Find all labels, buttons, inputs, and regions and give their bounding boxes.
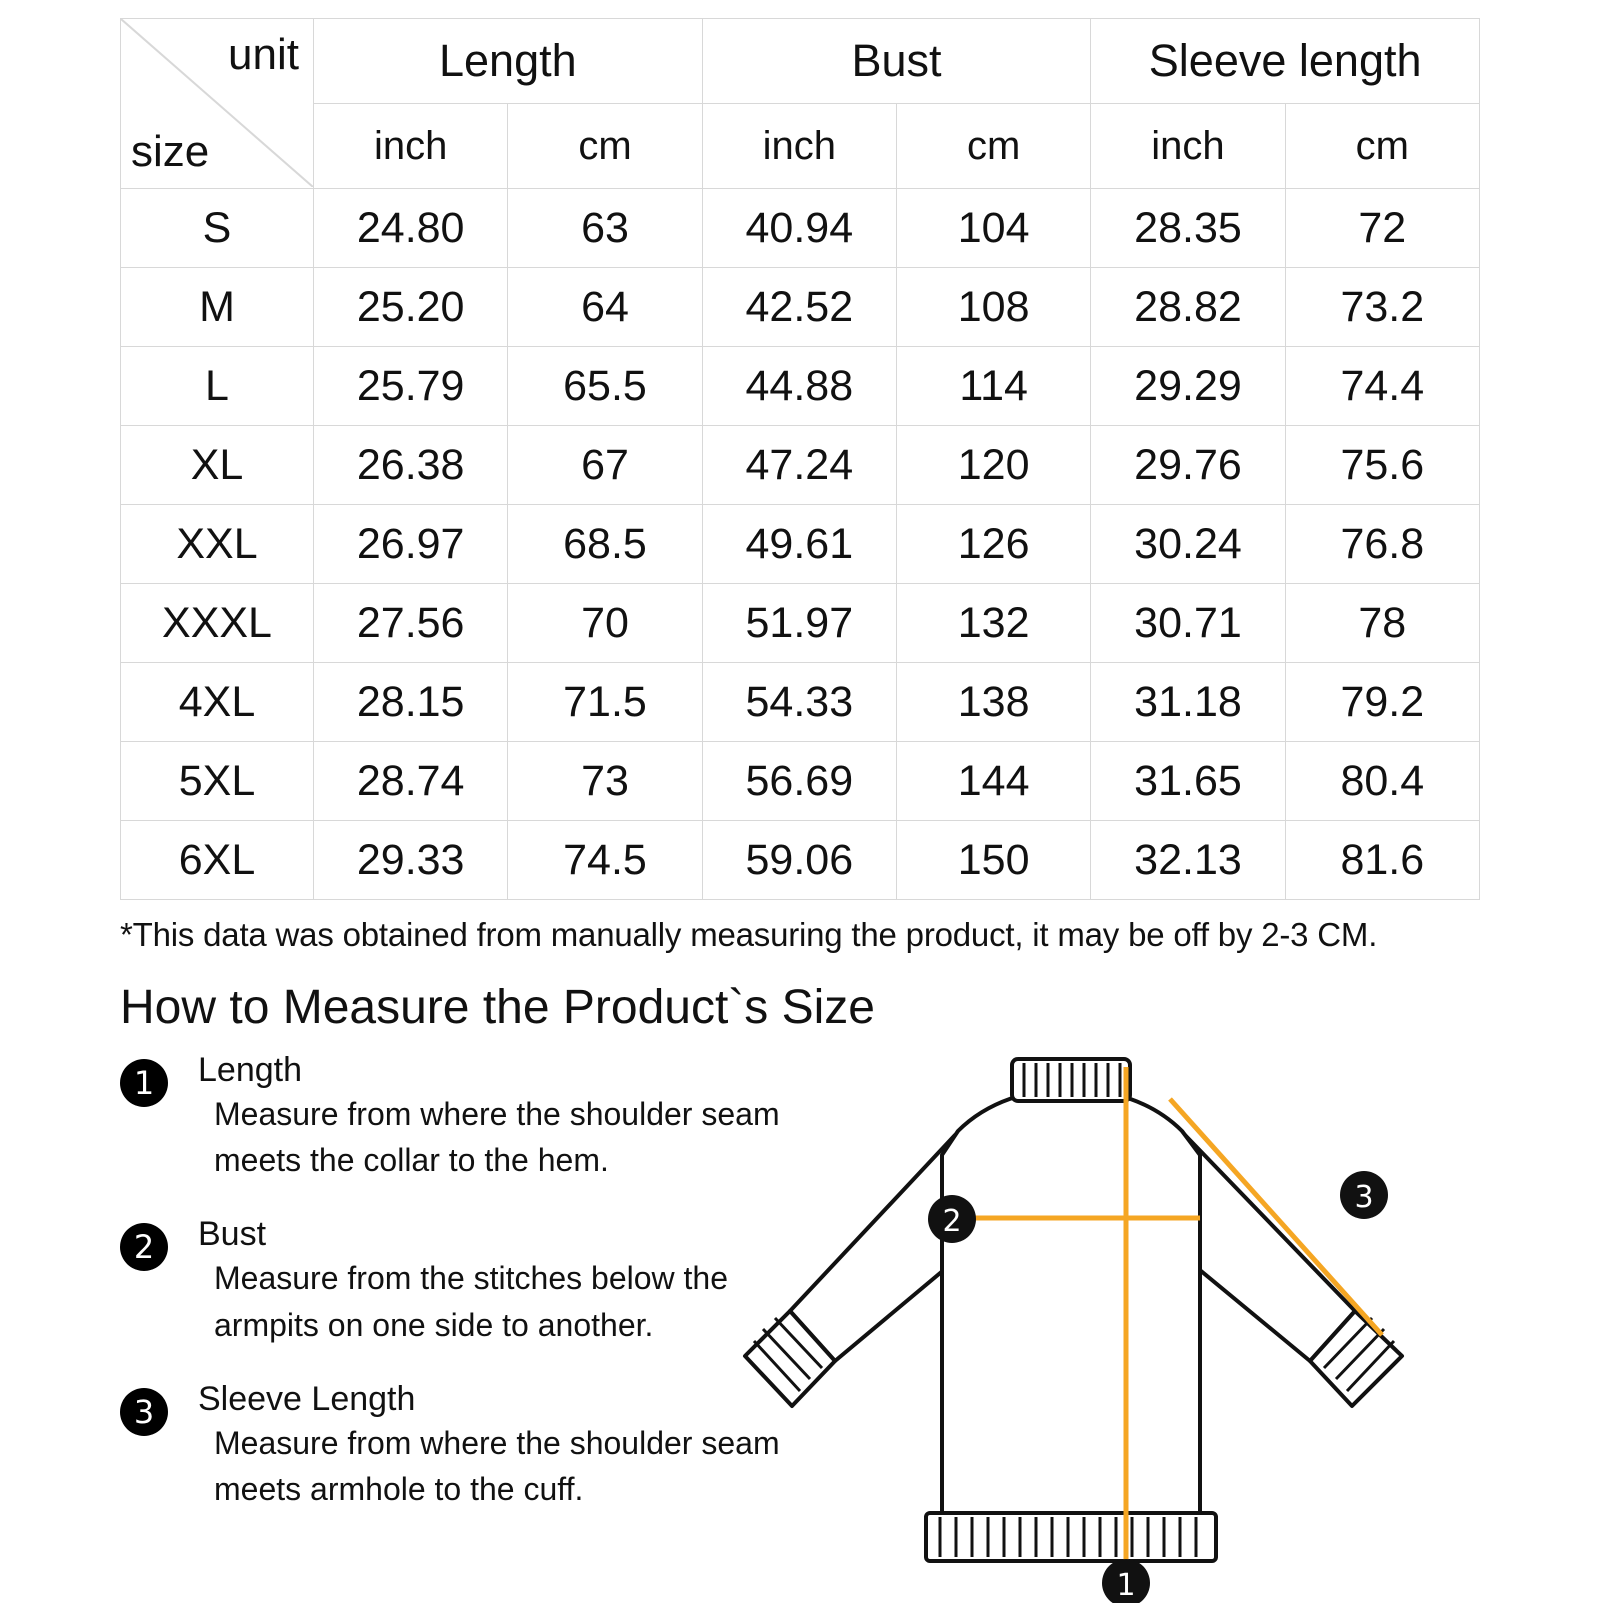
cell-length-cm: 65.5 — [508, 347, 702, 426]
how-to-measure-title: How to Measure the Product`s Size — [120, 981, 875, 1034]
step-title-bust: Bust — [198, 1215, 267, 1254]
cell-length-inch: 29.33 — [314, 821, 508, 900]
cell-sleeve-inch: 29.29 — [1091, 347, 1285, 426]
cell-size: 5XL — [121, 742, 314, 821]
cell-length-inch: 25.20 — [314, 268, 508, 347]
table-row — [121, 742, 1480, 821]
cell-length-cm: 70 — [508, 584, 702, 663]
cell-sleeve-cm: 76.8 — [1285, 505, 1479, 584]
cell-sleeve-cm: 73.2 — [1285, 268, 1479, 347]
cell-bust-inch: 56.69 — [702, 742, 896, 821]
cell-size: XXXL — [121, 584, 314, 663]
cell-length-cm: 67 — [508, 426, 702, 505]
cell-bust-cm: 132 — [896, 584, 1090, 663]
cell-bust-inch: 51.97 — [702, 584, 896, 663]
table-row — [121, 347, 1480, 426]
cell-size: M — [121, 268, 314, 347]
figure-marker-bust — [928, 1195, 976, 1243]
cell-length-inch: 28.74 — [314, 742, 508, 821]
unit-size-corner-cell — [121, 19, 314, 189]
step-title-sleeve-length: Sleeve Length — [198, 1379, 416, 1418]
table-row — [121, 505, 1480, 584]
measurement-disclaimer: *This data was obtained from manually measuring the product, it may be off by 2-3 CM. — [120, 916, 1378, 953]
table-row — [121, 268, 1480, 347]
sub-header-bust-cm: cm — [896, 104, 1090, 189]
table-header — [121, 19, 1480, 189]
cell-bust-inch: 49.61 — [702, 505, 896, 584]
cell-bust-inch: 40.94 — [702, 189, 896, 268]
group-header-sleeve-length: Sleeve length — [1091, 19, 1480, 104]
sweater-diagram — [730, 1043, 1490, 1603]
svg-text:2: 2 — [942, 1204, 962, 1239]
cell-bust-inch: 54.33 — [702, 663, 896, 742]
cell-length-inch: 27.56 — [314, 584, 508, 663]
sub-header-sleeve-inch: inch — [1091, 104, 1285, 189]
cell-size: 4XL — [121, 663, 314, 742]
cell-sleeve-inch: 31.65 — [1091, 742, 1285, 821]
table-row — [121, 821, 1480, 900]
cell-length-cm: 68.5 — [508, 505, 702, 584]
cell-length-inch: 24.80 — [314, 189, 508, 268]
cell-bust-cm: 104 — [896, 189, 1090, 268]
table-row — [121, 584, 1480, 663]
cell-sleeve-cm: 74.4 — [1285, 347, 1479, 426]
cell-sleeve-cm: 78 — [1285, 584, 1479, 663]
cell-length-inch: 25.79 — [314, 347, 508, 426]
svg-text:1: 1 — [1116, 1568, 1136, 1603]
cell-sleeve-cm: 75.6 — [1285, 426, 1479, 505]
table-header-row-units — [121, 104, 1480, 189]
figure-marker-sleeve — [1340, 1171, 1388, 1219]
cell-length-inch: 28.15 — [314, 663, 508, 742]
group-header-length: Length — [314, 19, 703, 104]
cell-sleeve-inch: 30.24 — [1091, 505, 1285, 584]
cell-bust-cm: 114 — [896, 347, 1090, 426]
unit-label: unit — [228, 30, 299, 79]
sub-header-length-cm: cm — [508, 104, 702, 189]
cell-length-cm: 63 — [508, 189, 702, 268]
table-row — [121, 663, 1480, 742]
step-body-length: Measure from where the shoulder seam meets the collar to the hem. — [214, 1095, 780, 1179]
step-body-sleeve-length: Measure from where the shoulder seam meets armhole to the cuff. — [214, 1424, 780, 1508]
cell-sleeve-inch: 31.18 — [1091, 663, 1285, 742]
svg-text:3: 3 — [1354, 1180, 1374, 1215]
cell-length-inch: 26.38 — [314, 426, 508, 505]
sub-header-bust-inch: inch — [702, 104, 896, 189]
sub-header-sleeve-cm: cm — [1285, 104, 1479, 189]
cell-sleeve-cm: 81.6 — [1285, 821, 1479, 900]
step-number-badge-2: 2 — [120, 1223, 168, 1271]
cell-length-cm: 71.5 — [508, 663, 702, 742]
cell-size: L — [121, 347, 314, 426]
cell-size: S — [121, 189, 314, 268]
cell-size: XXL — [121, 505, 314, 584]
cell-sleeve-inch: 28.35 — [1091, 189, 1285, 268]
step-number-badge-3: 3 — [120, 1388, 168, 1436]
cell-bust-cm: 144 — [896, 742, 1090, 821]
cell-sleeve-inch: 30.71 — [1091, 584, 1285, 663]
cell-size: XL — [121, 426, 314, 505]
cell-sleeve-inch: 32.13 — [1091, 821, 1285, 900]
cell-bust-cm: 138 — [896, 663, 1090, 742]
size-label: size — [131, 127, 210, 176]
cell-bust-cm: 150 — [896, 821, 1090, 900]
group-header-bust: Bust — [702, 19, 1091, 104]
how-to-measure-section — [120, 1051, 1480, 1603]
table-header-row-groups — [121, 19, 1480, 104]
table-row — [121, 426, 1480, 505]
cell-bust-inch: 59.06 — [702, 821, 896, 900]
cell-bust-cm: 120 — [896, 426, 1090, 505]
step-title-length: Length — [198, 1051, 302, 1089]
step-body-bust: Measure from the stitches below the armpits on one side to another. — [214, 1260, 729, 1343]
table-row — [121, 189, 1480, 268]
sweater-illustration-icon — [730, 1043, 1490, 1603]
cell-bust-inch: 44.88 — [702, 347, 896, 426]
cell-bust-inch: 42.52 — [702, 268, 896, 347]
table-body — [121, 189, 1480, 900]
sub-header-length-inch: inch — [314, 104, 508, 189]
size-chart-table — [120, 18, 1480, 900]
cell-length-cm: 73 — [508, 742, 702, 821]
figure-marker-length — [1102, 1559, 1150, 1603]
cell-sleeve-cm: 72 — [1285, 189, 1479, 268]
cell-sleeve-inch: 29.76 — [1091, 426, 1285, 505]
cell-size: 6XL — [121, 821, 314, 900]
cell-length-inch: 26.97 — [314, 505, 508, 584]
cell-sleeve-inch: 28.82 — [1091, 268, 1285, 347]
cell-bust-cm: 126 — [896, 505, 1090, 584]
cell-sleeve-cm: 80.4 — [1285, 742, 1479, 821]
cell-bust-cm: 108 — [896, 268, 1090, 347]
step-number-badge-1: 1 — [120, 1059, 168, 1107]
cell-length-cm: 64 — [508, 268, 702, 347]
cell-bust-inch: 47.24 — [702, 426, 896, 505]
cell-length-cm: 74.5 — [508, 821, 702, 900]
cell-sleeve-cm: 79.2 — [1285, 663, 1479, 742]
